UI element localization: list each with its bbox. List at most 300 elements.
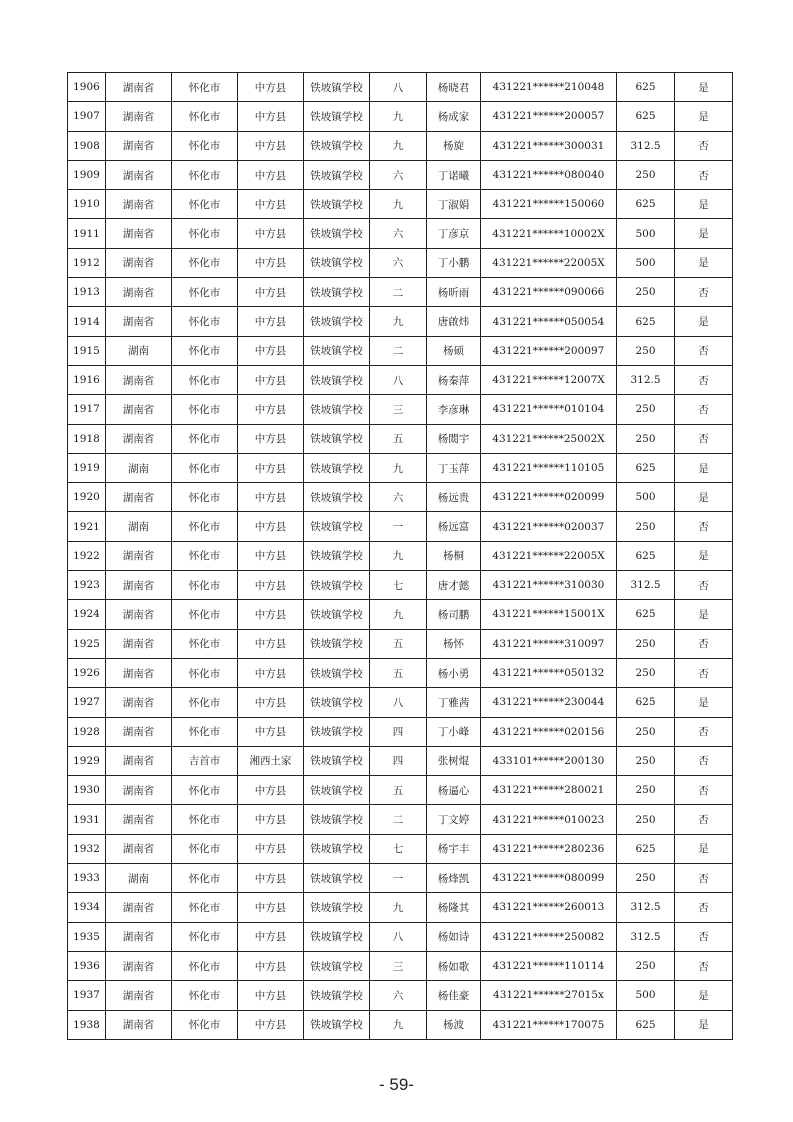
table-row (68, 951, 733, 980)
row-index-cell: 1928 (68, 717, 106, 746)
flag-cell: 是 (675, 190, 733, 219)
province-cell: 湖南省 (106, 776, 172, 805)
city-cell: 怀化市 (172, 190, 238, 219)
city-cell: 怀化市 (172, 483, 238, 512)
school-cell: 铁坡镇学校 (304, 688, 370, 717)
school-cell: 铁坡镇学校 (304, 365, 370, 394)
flag-cell: 否 (675, 395, 733, 424)
province-cell: 湖南省 (106, 248, 172, 277)
id-number-cell: 431221******110105 (481, 453, 617, 482)
province-cell: 湖南省 (106, 717, 172, 746)
student-name-cell: 李彦琳 (427, 395, 481, 424)
city-cell: 怀化市 (172, 453, 238, 482)
city-cell: 怀化市 (172, 424, 238, 453)
amount-cell: 250 (617, 776, 675, 805)
row-index-cell: 1932 (68, 834, 106, 863)
province-cell: 湖南省 (106, 102, 172, 131)
row-index-cell: 1917 (68, 395, 106, 424)
grade-cell: 九 (370, 190, 427, 219)
school-cell: 铁坡镇学校 (304, 73, 370, 102)
province-cell: 湖南省 (106, 395, 172, 424)
city-cell: 怀化市 (172, 981, 238, 1010)
student-name-cell: 张树焜 (427, 746, 481, 775)
student-name-cell: 丁雅茜 (427, 688, 481, 717)
amount-cell: 250 (617, 658, 675, 687)
province-cell: 湖南省 (106, 219, 172, 248)
student-name-cell: 丁淑娟 (427, 190, 481, 219)
school-cell: 铁坡镇学校 (304, 629, 370, 658)
city-cell: 怀化市 (172, 541, 238, 570)
school-cell: 铁坡镇学校 (304, 746, 370, 775)
flag-cell: 否 (675, 571, 733, 600)
county-cell: 中方县 (238, 512, 304, 541)
id-number-cell: 431221******280021 (481, 776, 617, 805)
city-cell: 怀化市 (172, 395, 238, 424)
id-number-cell: 431221******10002X (481, 219, 617, 248)
city-cell: 怀化市 (172, 73, 238, 102)
province-cell: 湖南省 (106, 834, 172, 863)
county-cell: 中方县 (238, 365, 304, 394)
flag-cell: 是 (675, 981, 733, 1010)
amount-cell: 312.5 (617, 893, 675, 922)
county-cell: 中方县 (238, 453, 304, 482)
row-index-cell: 1922 (68, 541, 106, 570)
amount-cell: 625 (617, 600, 675, 629)
table-row (68, 746, 733, 775)
id-number-cell: 431221******210048 (481, 73, 617, 102)
grade-cell: 三 (370, 951, 427, 980)
student-name-cell: 杨閦宇 (427, 424, 481, 453)
province-cell: 湖南省 (106, 483, 172, 512)
flag-cell: 否 (675, 717, 733, 746)
province-cell: 湖南省 (106, 365, 172, 394)
row-index-cell: 1934 (68, 893, 106, 922)
grade-cell: 九 (370, 453, 427, 482)
table-row (68, 453, 733, 482)
flag-cell: 否 (675, 951, 733, 980)
city-cell: 怀化市 (172, 776, 238, 805)
city-cell: 怀化市 (172, 365, 238, 394)
id-number-cell: 431221******010023 (481, 805, 617, 834)
county-cell: 中方县 (238, 395, 304, 424)
table-row (68, 365, 733, 394)
table-row (68, 483, 733, 512)
table-row (68, 102, 733, 131)
county-cell: 湘西土家 (238, 746, 304, 775)
table-row (68, 336, 733, 365)
city-cell: 怀化市 (172, 278, 238, 307)
amount-cell: 250 (617, 864, 675, 893)
school-cell: 铁坡镇学校 (304, 658, 370, 687)
table-row (68, 395, 733, 424)
province-cell: 湖南省 (106, 1010, 172, 1039)
table-row (68, 512, 733, 541)
county-cell: 中方县 (238, 805, 304, 834)
county-cell: 中方县 (238, 131, 304, 160)
county-cell: 中方县 (238, 893, 304, 922)
table-row (68, 307, 733, 336)
student-name-cell: 杨桐 (427, 541, 481, 570)
county-cell: 中方县 (238, 102, 304, 131)
city-cell: 怀化市 (172, 131, 238, 160)
student-name-cell: 丁文婷 (427, 805, 481, 834)
grade-cell: 八 (370, 365, 427, 394)
flag-cell: 是 (675, 73, 733, 102)
student-name-cell: 杨宇丰 (427, 834, 481, 863)
school-cell: 铁坡镇学校 (304, 190, 370, 219)
school-cell: 铁坡镇学校 (304, 805, 370, 834)
table-row (68, 541, 733, 570)
table-row (68, 834, 733, 863)
grade-cell: 一 (370, 512, 427, 541)
table-row (68, 658, 733, 687)
amount-cell: 500 (617, 248, 675, 277)
flag-cell: 是 (675, 688, 733, 717)
school-cell: 铁坡镇学校 (304, 160, 370, 189)
school-cell: 铁坡镇学校 (304, 453, 370, 482)
county-cell: 中方县 (238, 600, 304, 629)
grade-cell: 二 (370, 805, 427, 834)
county-cell: 中方县 (238, 248, 304, 277)
amount-cell: 250 (617, 951, 675, 980)
school-cell: 铁坡镇学校 (304, 834, 370, 863)
id-number-cell: 431221******250082 (481, 922, 617, 951)
city-cell: 怀化市 (172, 571, 238, 600)
grade-cell: 四 (370, 717, 427, 746)
student-name-cell: 杨如诗 (427, 922, 481, 951)
table-row (68, 190, 733, 219)
grade-cell: 四 (370, 746, 427, 775)
province-cell: 湖南省 (106, 922, 172, 951)
county-cell: 中方县 (238, 629, 304, 658)
province-cell: 湖南省 (106, 278, 172, 307)
school-cell: 铁坡镇学校 (304, 424, 370, 453)
row-index-cell: 1936 (68, 951, 106, 980)
id-number-cell: 431221******020037 (481, 512, 617, 541)
province-cell: 湖南省 (106, 688, 172, 717)
row-index-cell: 1930 (68, 776, 106, 805)
school-cell: 铁坡镇学校 (304, 219, 370, 248)
city-cell: 吉首市 (172, 746, 238, 775)
row-index-cell: 1923 (68, 571, 106, 600)
city-cell: 怀化市 (172, 336, 238, 365)
table-row (68, 73, 733, 102)
province-cell: 湖南省 (106, 571, 172, 600)
id-number-cell: 431221******080040 (481, 160, 617, 189)
student-name-cell: 丁彦京 (427, 219, 481, 248)
flag-cell: 否 (675, 336, 733, 365)
flag-cell: 否 (675, 629, 733, 658)
student-name-cell: 杨波 (427, 1010, 481, 1039)
row-index-cell: 1926 (68, 658, 106, 687)
province-cell: 湖南省 (106, 658, 172, 687)
amount-cell: 250 (617, 805, 675, 834)
province-cell: 湖南省 (106, 746, 172, 775)
amount-cell: 625 (617, 688, 675, 717)
flag-cell: 否 (675, 864, 733, 893)
student-name-cell: 杨成家 (427, 102, 481, 131)
data-table (67, 72, 733, 1040)
county-cell: 中方县 (238, 688, 304, 717)
city-cell: 怀化市 (172, 658, 238, 687)
school-cell: 铁坡镇学校 (304, 893, 370, 922)
school-cell: 铁坡镇学校 (304, 981, 370, 1010)
province-cell: 湖南省 (106, 131, 172, 160)
city-cell: 怀化市 (172, 629, 238, 658)
grade-cell: 八 (370, 922, 427, 951)
amount-cell: 500 (617, 483, 675, 512)
amount-cell: 312.5 (617, 365, 675, 394)
student-name-cell: 丁诺曦 (427, 160, 481, 189)
table-row (68, 629, 733, 658)
province-cell: 湖南 (106, 336, 172, 365)
school-cell: 铁坡镇学校 (304, 922, 370, 951)
amount-cell: 625 (617, 834, 675, 863)
row-index-cell: 1937 (68, 981, 106, 1010)
province-cell: 湖南省 (106, 190, 172, 219)
grade-cell: 三 (370, 395, 427, 424)
student-name-cell: 杨晓君 (427, 73, 481, 102)
row-index-cell: 1906 (68, 73, 106, 102)
grade-cell: 九 (370, 600, 427, 629)
amount-cell: 250 (617, 336, 675, 365)
grade-cell: 九 (370, 131, 427, 160)
flag-cell: 是 (675, 307, 733, 336)
school-cell: 铁坡镇学校 (304, 776, 370, 805)
id-number-cell: 431221******22005X (481, 248, 617, 277)
county-cell: 中方县 (238, 190, 304, 219)
student-name-cell: 杨逼心 (427, 776, 481, 805)
student-name-cell: 丁小峰 (427, 717, 481, 746)
city-cell: 怀化市 (172, 1010, 238, 1039)
row-index-cell: 1916 (68, 365, 106, 394)
table-row (68, 717, 733, 746)
id-number-cell: 431221******150060 (481, 190, 617, 219)
school-cell: 铁坡镇学校 (304, 278, 370, 307)
amount-cell: 500 (617, 981, 675, 1010)
table-row (68, 776, 733, 805)
county-cell: 中方县 (238, 658, 304, 687)
city-cell: 怀化市 (172, 922, 238, 951)
school-cell: 铁坡镇学校 (304, 512, 370, 541)
student-name-cell: 杨秦萍 (427, 365, 481, 394)
row-index-cell: 1919 (68, 453, 106, 482)
county-cell: 中方县 (238, 981, 304, 1010)
table-row (68, 922, 733, 951)
province-cell: 湖南 (106, 864, 172, 893)
grade-cell: 一 (370, 864, 427, 893)
flag-cell: 否 (675, 805, 733, 834)
amount-cell: 250 (617, 278, 675, 307)
table-row (68, 600, 733, 629)
school-cell: 铁坡镇学校 (304, 600, 370, 629)
flag-cell: 否 (675, 746, 733, 775)
row-index-cell: 1910 (68, 190, 106, 219)
amount-cell: 625 (617, 190, 675, 219)
id-number-cell: 431221******050132 (481, 658, 617, 687)
province-cell: 湖南省 (106, 600, 172, 629)
student-name-cell: 杨硕 (427, 336, 481, 365)
grade-cell: 五 (370, 658, 427, 687)
province-cell: 湖南 (106, 512, 172, 541)
row-index-cell: 1911 (68, 219, 106, 248)
amount-cell: 625 (617, 307, 675, 336)
county-cell: 中方县 (238, 336, 304, 365)
id-number-cell: 431221******050054 (481, 307, 617, 336)
province-cell: 湖南省 (106, 541, 172, 570)
table-row (68, 424, 733, 453)
amount-cell: 625 (617, 102, 675, 131)
province-cell: 湖南省 (106, 981, 172, 1010)
city-cell: 怀化市 (172, 805, 238, 834)
city-cell: 怀化市 (172, 688, 238, 717)
flag-cell: 是 (675, 453, 733, 482)
city-cell: 怀化市 (172, 512, 238, 541)
flag-cell: 是 (675, 219, 733, 248)
school-cell: 铁坡镇学校 (304, 307, 370, 336)
row-index-cell: 1914 (68, 307, 106, 336)
flag-cell: 否 (675, 365, 733, 394)
table-row (68, 248, 733, 277)
amount-cell: 312.5 (617, 571, 675, 600)
row-index-cell: 1915 (68, 336, 106, 365)
amount-cell: 250 (617, 717, 675, 746)
school-cell: 铁坡镇学校 (304, 395, 370, 424)
id-number-cell: 431221******020156 (481, 717, 617, 746)
row-index-cell: 1925 (68, 629, 106, 658)
city-cell: 怀化市 (172, 834, 238, 863)
flag-cell: 否 (675, 160, 733, 189)
school-cell: 铁坡镇学校 (304, 131, 370, 160)
id-number-cell: 431221******020099 (481, 483, 617, 512)
grade-cell: 六 (370, 160, 427, 189)
id-number-cell: 431221******25002X (481, 424, 617, 453)
flag-cell: 否 (675, 658, 733, 687)
id-number-cell: 431221******200057 (481, 102, 617, 131)
province-cell: 湖南 (106, 453, 172, 482)
flag-cell: 否 (675, 922, 733, 951)
county-cell: 中方县 (238, 864, 304, 893)
row-index-cell: 1908 (68, 131, 106, 160)
grade-cell: 二 (370, 278, 427, 307)
flag-cell: 是 (675, 483, 733, 512)
city-cell: 怀化市 (172, 864, 238, 893)
student-name-cell: 杨佳豪 (427, 981, 481, 1010)
row-index-cell: 1921 (68, 512, 106, 541)
id-number-cell: 431221******15001X (481, 600, 617, 629)
province-cell: 湖南省 (106, 307, 172, 336)
flag-cell: 否 (675, 278, 733, 307)
id-number-cell: 431221******310030 (481, 571, 617, 600)
row-index-cell: 1938 (68, 1010, 106, 1039)
county-cell: 中方县 (238, 541, 304, 570)
student-name-cell: 杨小勇 (427, 658, 481, 687)
flag-cell: 否 (675, 893, 733, 922)
table-row (68, 278, 733, 307)
grade-cell: 九 (370, 102, 427, 131)
flag-cell: 是 (675, 541, 733, 570)
flag-cell: 是 (675, 102, 733, 131)
grade-cell: 九 (370, 541, 427, 570)
grade-cell: 七 (370, 571, 427, 600)
amount-cell: 250 (617, 424, 675, 453)
id-number-cell: 431221******260013 (481, 893, 617, 922)
county-cell: 中方县 (238, 424, 304, 453)
school-cell: 铁坡镇学校 (304, 336, 370, 365)
student-name-cell: 杨昕雨 (427, 278, 481, 307)
school-cell: 铁坡镇学校 (304, 248, 370, 277)
grade-cell: 七 (370, 834, 427, 863)
city-cell: 怀化市 (172, 307, 238, 336)
grade-cell: 九 (370, 307, 427, 336)
id-number-cell: 431221******12007X (481, 365, 617, 394)
grade-cell: 五 (370, 776, 427, 805)
id-number-cell: 431221******230044 (481, 688, 617, 717)
table-row (68, 688, 733, 717)
grade-cell: 二 (370, 336, 427, 365)
school-cell: 铁坡镇学校 (304, 864, 370, 893)
table-row (68, 219, 733, 248)
id-number-cell: 431221******090066 (481, 278, 617, 307)
city-cell: 怀化市 (172, 102, 238, 131)
county-cell: 中方县 (238, 834, 304, 863)
row-index-cell: 1929 (68, 746, 106, 775)
flag-cell: 否 (675, 512, 733, 541)
school-cell: 铁坡镇学校 (304, 102, 370, 131)
amount-cell: 500 (617, 219, 675, 248)
school-cell: 铁坡镇学校 (304, 951, 370, 980)
id-number-cell: 431221******080099 (481, 864, 617, 893)
id-number-cell: 431221******300031 (481, 131, 617, 160)
grade-cell: 六 (370, 981, 427, 1010)
row-index-cell: 1912 (68, 248, 106, 277)
grade-cell: 六 (370, 248, 427, 277)
grade-cell: 九 (370, 893, 427, 922)
province-cell: 湖南省 (106, 805, 172, 834)
id-number-cell: 431221******170075 (481, 1010, 617, 1039)
city-cell: 怀化市 (172, 893, 238, 922)
grade-cell: 六 (370, 219, 427, 248)
city-cell: 怀化市 (172, 248, 238, 277)
flag-cell: 否 (675, 131, 733, 160)
province-cell: 湖南省 (106, 629, 172, 658)
id-number-cell: 431221******280236 (481, 834, 617, 863)
student-name-cell: 杨旋 (427, 131, 481, 160)
city-cell: 怀化市 (172, 717, 238, 746)
amount-cell: 625 (617, 1010, 675, 1039)
table-row (68, 893, 733, 922)
county-cell: 中方县 (238, 776, 304, 805)
student-name-cell: 杨如歌 (427, 951, 481, 980)
row-index-cell: 1931 (68, 805, 106, 834)
amount-cell: 312.5 (617, 922, 675, 951)
amount-cell: 250 (617, 629, 675, 658)
grade-cell: 五 (370, 629, 427, 658)
province-cell: 湖南省 (106, 951, 172, 980)
table-row (68, 160, 733, 189)
student-name-cell: 丁小鹏 (427, 248, 481, 277)
student-name-cell: 杨烽凯 (427, 864, 481, 893)
county-cell: 中方县 (238, 922, 304, 951)
county-cell: 中方县 (238, 951, 304, 980)
row-index-cell: 1920 (68, 483, 106, 512)
amount-cell: 250 (617, 746, 675, 775)
grade-cell: 五 (370, 424, 427, 453)
row-index-cell: 1924 (68, 600, 106, 629)
table-row (68, 864, 733, 893)
student-name-cell: 唐啟炜 (427, 307, 481, 336)
amount-cell: 250 (617, 160, 675, 189)
